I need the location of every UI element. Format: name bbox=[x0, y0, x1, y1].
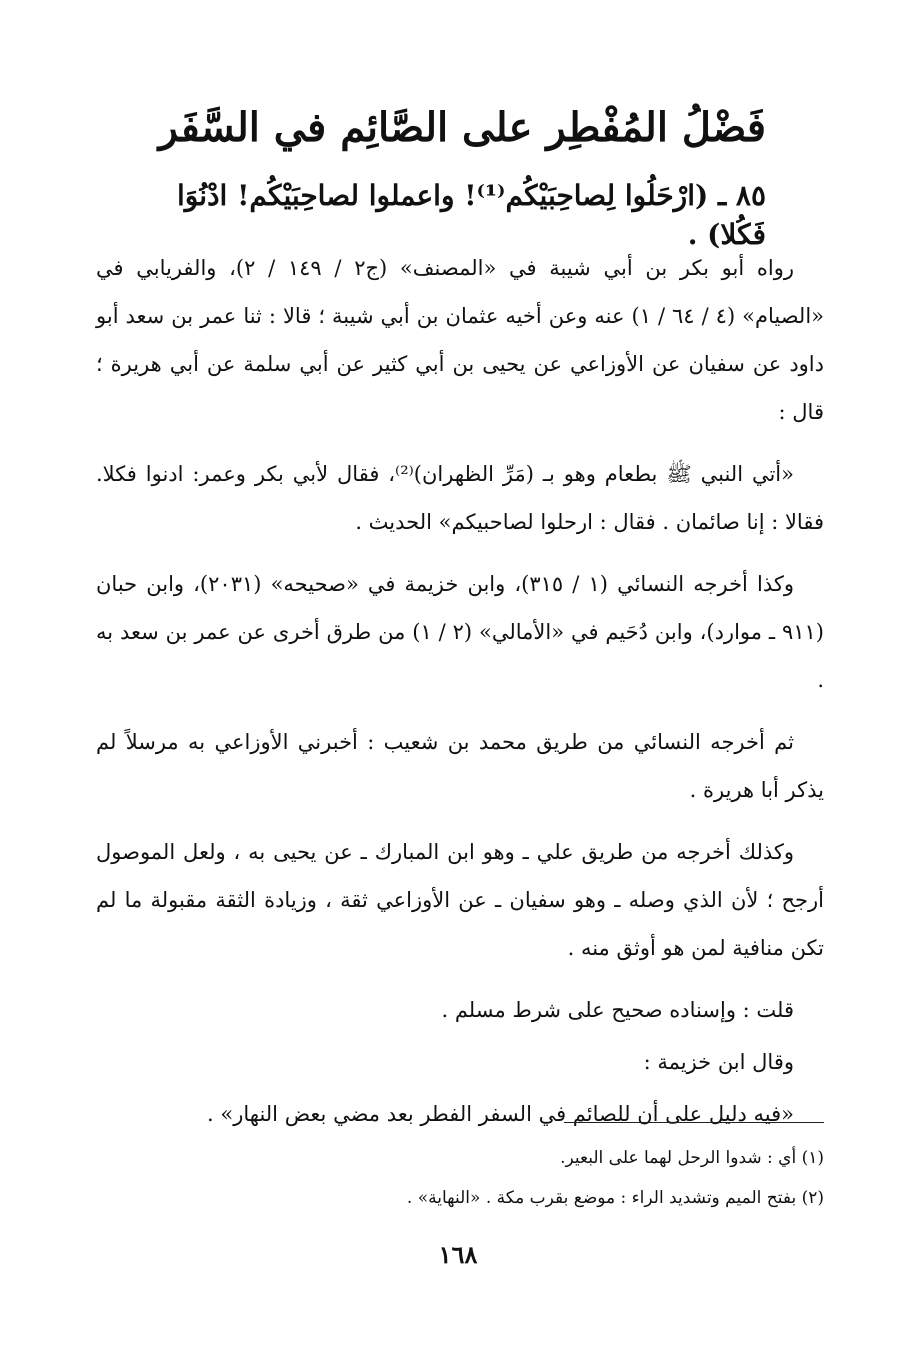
paragraph: وكذا أخرجه النسائي (١ / ٣١٥)، وابن خزيمة في «صحيحه» (٢٠٣١)، وابن حبان (٩١١ ـ موارد)، وابن دُحَيم في «الأمالي» (٢ / ١) من طرق أخرى عن عمر بن سعد به . bbox=[96, 572, 824, 692]
main-text bbox=[96, 244, 824, 1152]
paragraph: وقال ابن خزيمة : bbox=[643, 1050, 794, 1074]
footnote: (١) أي : شدوا الرحل لهما على البعير. bbox=[560, 1148, 824, 1168]
footnotes bbox=[96, 1138, 824, 1218]
paragraph: رواه أبو بكر بن أبي شيبة في «المصنف» (ج٢ / ١٤٩ / ٢)، والفريابي في «الصيام» (٤ / ٦٤ / ١) عنه وعن أخيه عثمان بن أبي شيبة ؛ قالا : ثنا عمر بن سعد أبو داود عن سفيان عن الأوزاعي عن يحيى بن أبي كثير عن أبي سلمة عن أبي هريرة ؛ قال : bbox=[96, 256, 824, 424]
chapter-title: فَضْلُ المُفْطِر على الصَّائِم في السَّفَر bbox=[158, 104, 766, 151]
paragraph: قلت : وإسناده صحيح على شرط مسلم . bbox=[441, 998, 794, 1022]
paragraph: ثم أخرجه النسائي من طريق محمد بن شعيب : أخبرني الأوزاعي به مرسلاً لم يذكر أبا هريرة . bbox=[96, 730, 824, 802]
hadith-heading: ٨٥ ـ (ارْحَلُوا لِصاحِبَيْكُم⁽¹⁾! واعملوا لصاحِبَيْكُم! ادْنُوَا فَكُلا) . bbox=[177, 179, 766, 252]
paragraph: وكذلك أخرجه من طريق علي ـ وهو ابن المبارك ـ عن يحيى به ، ولعل الموصول أرجح ؛ لأن الذي وصله ـ وهو سفيان ـ عن الأوزاعي ثقة ، وزيادة الثقة مقبولة ما لم تكن منافية لمن هو أوثق منه . bbox=[96, 840, 824, 960]
paragraph: «أتي النبي ﷺ بطعام وهو بـ (مَرِّ الظهران)⁽²⁾، فقال لأبي بكر وعمر: ادنوا فكلا. فقالا : إنا صائمان . فقال : ارحلوا لصاحبيكم» الحديث . bbox=[96, 462, 824, 534]
page-number: ١٦٨ bbox=[438, 1240, 478, 1269]
footnote-divider bbox=[564, 1122, 824, 1123]
paragraph: «فيه دليل على أن للصائم في السفر الفطر بعد مضي بعض النهار» . bbox=[207, 1102, 794, 1126]
footnote: (٢) بفتح الميم وتشديد الراء : موضع بقرب مكة . «النهاية» . bbox=[406, 1188, 824, 1208]
